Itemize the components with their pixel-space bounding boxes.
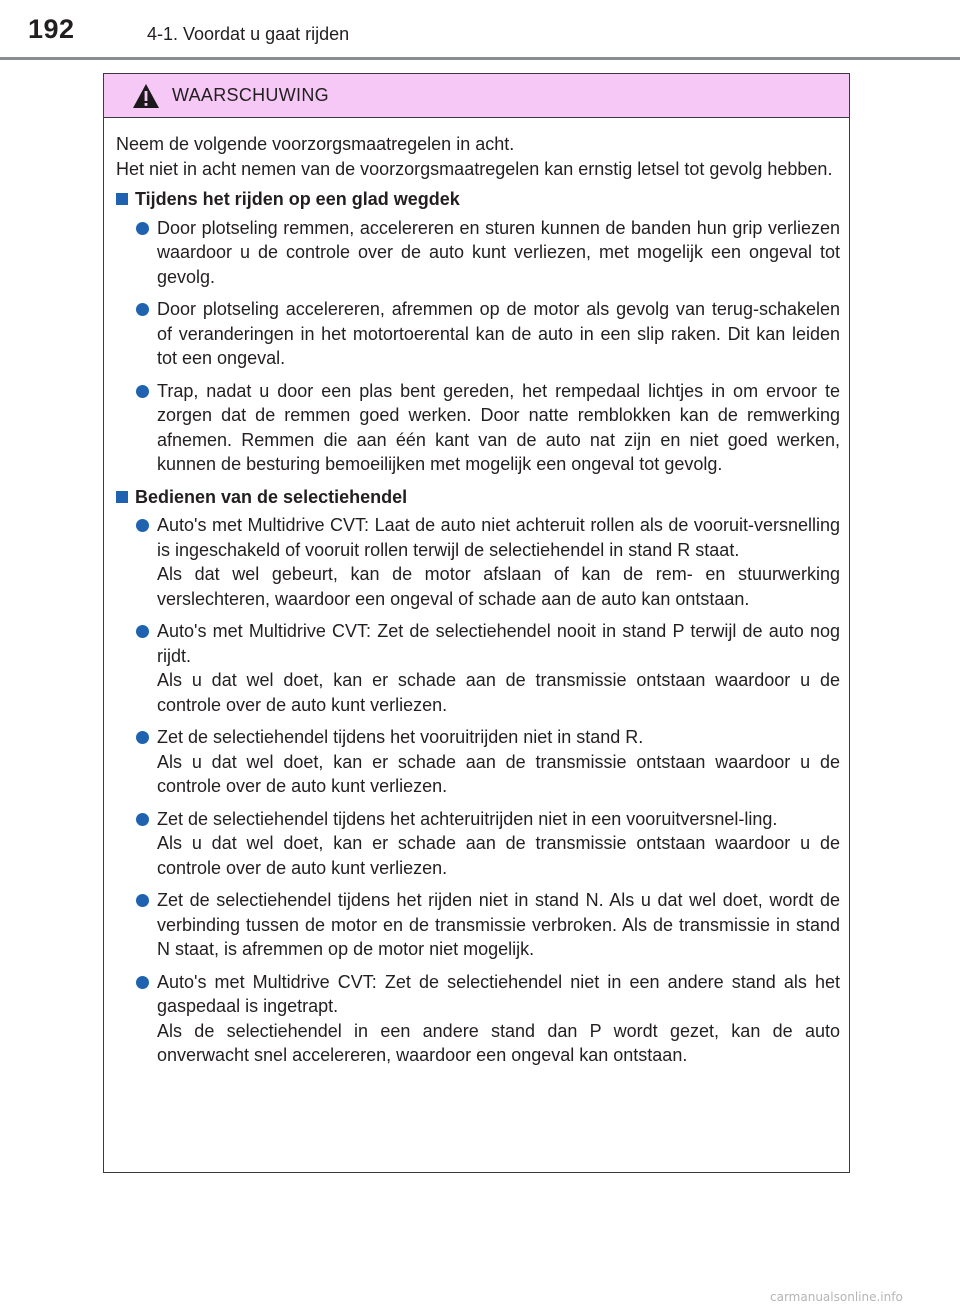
circle-bullet-icon xyxy=(136,303,149,316)
section-heading-text: Tijdens het rijden op een glad wegdek xyxy=(135,189,460,209)
list-item-text: Als u dat wel doet, kan er schade aan de transmissie ontstaan waardoor u de controle over de auto kunt verliezen. xyxy=(157,833,840,878)
list-item-text: Auto's met Multidrive CVT: Zet de selectiehendel nooit in stand P terwijl de auto nog rijdt. xyxy=(157,621,840,666)
list-item-text: Als de selectiehendel in een andere stand dan P wordt gezet, kan de auto onverwacht snel accelereren, waardoor een ongeval kan ontstaan. xyxy=(157,1020,840,1065)
warning-section xyxy=(116,485,840,1068)
list-item-text: Trap, nadat u door een plas bent gereden, het rempedaal lichtjes in om ervoor te zorgen dat de remmen goed werken. Door natte remblokken kan de remwerking afnemen. Remmen die aan één kant van de auto nat zijn en niet goed werken, kunnen de besturing bemoeilijken met mogelijk een ongeval tot gevolg. xyxy=(157,380,840,474)
warning-title: WAARSCHUWING xyxy=(172,85,329,105)
list-item-text: Zet de selectiehendel tijdens het achteruitrijden niet in een vooruitversnel-ling. xyxy=(157,808,778,829)
list-item-text: Als u dat wel doet, kan er schade aan de transmissie ontstaan waardoor u de controle over de auto kunt verliezen. xyxy=(157,751,840,796)
warning-box xyxy=(103,73,850,1173)
list-item-text: Door plotseling accelereren, afremmen op de motor als gevolg van terug-schakelen of veranderingen in het motortoerental kan de auto in een slip raken. Dit kan leiden tot een ongeval. xyxy=(157,299,840,368)
page-header xyxy=(0,0,960,60)
warning-section xyxy=(116,187,840,477)
section-heading xyxy=(116,187,840,212)
circle-bullet-icon xyxy=(136,731,149,744)
list-item xyxy=(116,513,840,611)
warning-body xyxy=(104,118,849,1068)
list-item-text: Als u dat wel doet, kan er schade aan de transmissie ontstaan waardoor u de controle over de auto kunt verliezen. xyxy=(157,670,840,715)
list-item xyxy=(116,297,840,371)
circle-bullet-icon xyxy=(136,894,149,907)
circle-bullet-icon xyxy=(136,222,149,235)
list-item xyxy=(116,970,840,1068)
warning-triangle-icon xyxy=(132,83,160,109)
list-item xyxy=(116,807,840,881)
watermark: carmanualsonline.info xyxy=(770,1290,903,1304)
list-item xyxy=(116,216,840,290)
list-item-text: Zet de selectiehendel tijdens het rijden niet in stand N. Als u dat wel doet, wordt de verbinding tussen de motor en de transmissie verbroken. Als de transmissie in stand N staat, is afremmen op de motor niet mogelijk. xyxy=(157,890,840,959)
warning-header xyxy=(104,74,849,118)
list-item xyxy=(116,725,840,799)
page-number: 192 xyxy=(28,14,75,44)
circle-bullet-icon xyxy=(136,976,149,989)
circle-bullet-icon xyxy=(136,813,149,826)
section-title: 4-1. Voordat u gaat rijden xyxy=(147,24,350,44)
list-item xyxy=(116,379,840,477)
intro-line: Het niet in acht nemen van de voorzorgsmaatregelen kan ernstig letsel tot gevolg hebben. xyxy=(116,158,833,179)
list-item xyxy=(116,888,840,962)
intro-line: Neem de volgende voorzorgsmaatregelen in acht. xyxy=(116,134,515,154)
list-item-text: Door plotseling remmen, accelereren en sturen kunnen de banden hun grip verliezen waardoor u de controle over de auto kunt verliezen, met mogelijk een ongeval tot gevolg. xyxy=(157,217,840,287)
circle-bullet-icon xyxy=(136,519,149,532)
list-item-text: Zet de selectiehendel tijdens het vooruitrijden niet in stand R. xyxy=(157,727,644,747)
list-item-text: Als dat wel gebeurt, kan de motor afslaan of kan de rem- en stuurwerking verslechteren, waardoor een ongeval of schade aan de auto kan ontstaan. xyxy=(157,564,840,609)
square-bullet-icon xyxy=(116,491,128,503)
section-heading-text: Bedienen van de selectiehendel xyxy=(135,486,408,507)
section-heading xyxy=(116,485,840,510)
warning-intro xyxy=(116,132,840,181)
list-item-text: Auto's met Multidrive CVT: Zet de selectiehendel niet in een andere stand als het gaspedaal is ingetrapt. xyxy=(157,971,840,1016)
list-item-text: Auto's met Multidrive CVT: Laat de auto niet achteruit rollen als de vooruit-versnelling is ingeschakeld of vooruit rollen terwijl de selectiehendel in stand R staat. xyxy=(157,515,840,560)
header-rule xyxy=(0,57,960,60)
square-bullet-icon xyxy=(116,193,128,205)
list-item xyxy=(116,619,840,717)
circle-bullet-icon xyxy=(136,625,149,638)
circle-bullet-icon xyxy=(136,385,149,398)
